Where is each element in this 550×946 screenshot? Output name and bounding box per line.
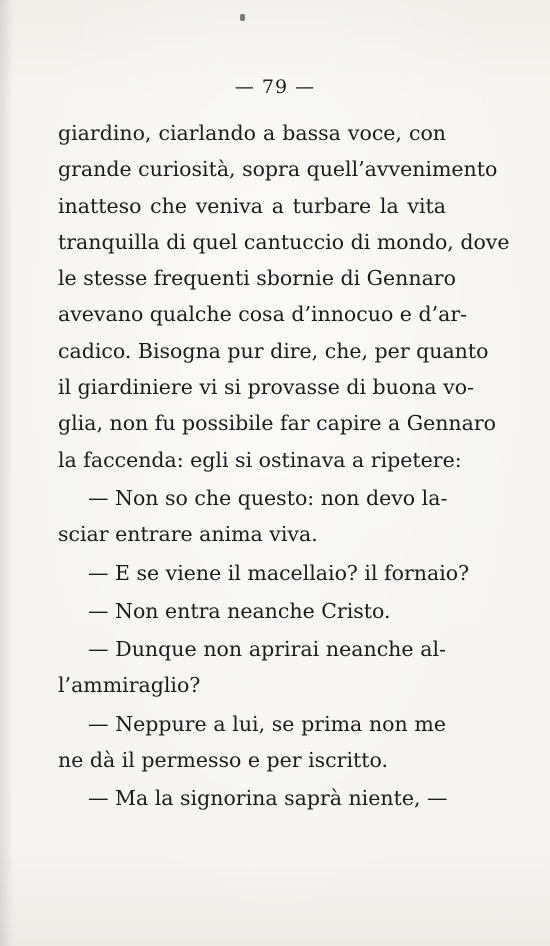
text-line: la faccenda: egli si ostinava a ripetere: — [58, 447, 462, 472]
body-text — [58, 115, 510, 817]
dialogue-line: — Ma la signorina saprà niente, — — [88, 786, 448, 811]
text-line: avevano qualche cosa d’innocuo e d’ar- — [58, 302, 468, 327]
text-line: le stesse frequenti sbornie di Gennaro — [58, 266, 456, 291]
text-line: tranquilla di quel cantuccio di mondo, dove — [58, 229, 510, 254]
page-edge-shadow — [0, 0, 14, 946]
text-line: il giardiniere vi si provasse di buona vo- — [58, 375, 475, 400]
text-line: cadico. Bisogna pur dire, che, per quanto — [58, 338, 489, 363]
dialogue-line: — E se viene il macellaio? il fornaio? — [88, 560, 470, 585]
dialogue-line: — Non so che questo: non devo la- — [88, 485, 448, 510]
text-line: ne dà il permesso e per iscritto. — [58, 748, 388, 773]
dialogue-line: — Neppure a lui, se prima non me — [88, 711, 446, 736]
text-line: glia, non fu possibile far capire a Gennaro — [58, 411, 496, 436]
text-line: sciar entrare anima viva. — [58, 522, 318, 547]
text-line: giardino, ciarlando a bassa voce, con — [58, 121, 446, 145]
ink-speck — [240, 14, 245, 21]
dialogue-line: — Non entra neanche Cristo. — [88, 598, 391, 623]
text-line: l’ammiraglio? — [58, 673, 201, 698]
text-line: grande curiosità, sopra quell’avvenimento — [58, 157, 498, 182]
text-line: inatteso che veniva a turbare la vita — [58, 193, 446, 218]
page-number: — 79 — — [234, 76, 316, 98]
dialogue-line: — Dunque non aprirai neanche al- — [88, 637, 446, 662]
